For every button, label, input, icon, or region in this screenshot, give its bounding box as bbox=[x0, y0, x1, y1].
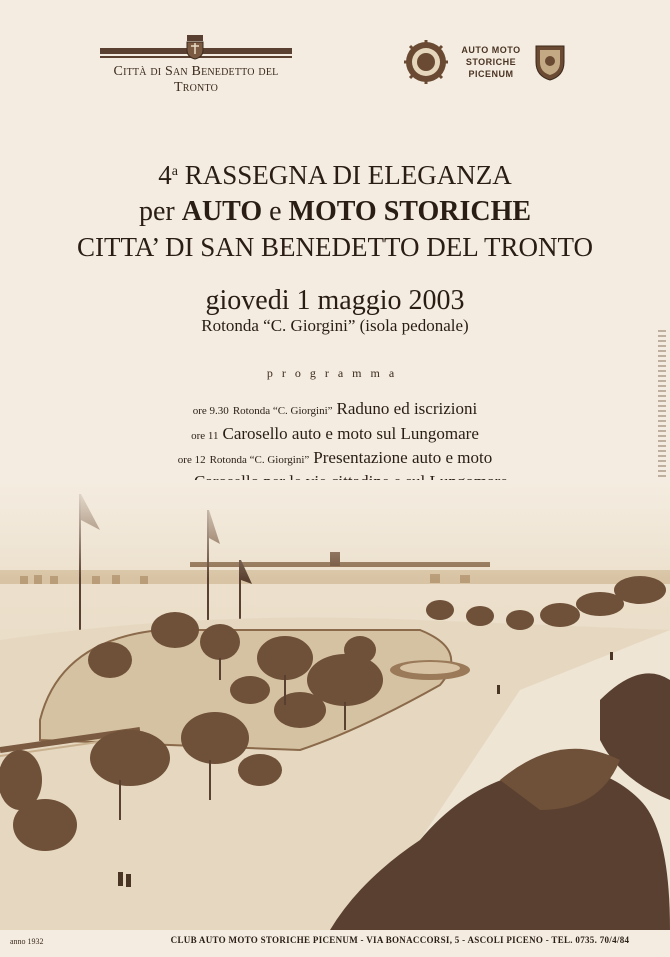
edition-number: 4 bbox=[158, 160, 172, 190]
programme-place: Rotonda “C. Giorgini” bbox=[209, 454, 310, 466]
programme-place: Rotonda “C. Giorgini” bbox=[232, 405, 333, 417]
club-contact-info: CLUB AUTO MOTO STORICHE PICENUM - VIA BONACCORSI, 5 - ASCOLI PICENO - TEL. 0735. 70/4/84 bbox=[170, 935, 630, 945]
seafront-photo-1932 bbox=[0, 480, 670, 930]
city-name: Città di San Benedetto del Tronto bbox=[113, 64, 279, 95]
club-shield-icon bbox=[534, 42, 566, 82]
club-name-line: STORICHE bbox=[465, 57, 517, 67]
title-text: e bbox=[262, 196, 289, 227]
club-name-line: AUTO MOTO bbox=[461, 45, 521, 55]
programme-item bbox=[0, 399, 670, 419]
event-venue: Rotonda “C. Giorgini” (isola pedonale) bbox=[201, 316, 469, 335]
title-text: RASSEGNA DI ELEGANZA bbox=[177, 160, 512, 190]
city-crest-icon bbox=[184, 34, 206, 60]
programme-item bbox=[0, 424, 670, 444]
event-date: giovedi 1 maggio 2003 bbox=[205, 285, 465, 316]
event-title-line-2 bbox=[0, 196, 670, 228]
club-name bbox=[454, 44, 528, 80]
programme-activity: Raduno ed iscrizioni bbox=[336, 399, 478, 418]
photo-year-caption: anno 1932 bbox=[10, 937, 44, 946]
club-name-line: PICENUM bbox=[468, 69, 514, 79]
programme-item bbox=[0, 448, 670, 468]
programme-heading: programma bbox=[266, 366, 404, 380]
programme-time: ore 9.30 bbox=[192, 405, 229, 417]
edition-suffix: a bbox=[171, 164, 178, 179]
title-moto: MOTO STORICHE bbox=[288, 196, 532, 227]
event-title-line-1 bbox=[0, 160, 670, 191]
programme-time: ore 12 bbox=[177, 454, 206, 466]
programme-time: ore 11 bbox=[191, 430, 219, 442]
city-logo bbox=[100, 34, 292, 95]
programme-activity: Presentazione auto e moto bbox=[313, 448, 493, 467]
event-title-line-3: CITTA’ DI SAN BENEDETTO DEL TRONTO bbox=[76, 232, 594, 262]
title-text: per bbox=[138, 196, 182, 227]
programme-activity: Carosello auto e moto sul Lungomare bbox=[222, 424, 479, 443]
club-logo bbox=[404, 40, 574, 88]
title-auto: AUTO bbox=[181, 196, 263, 227]
wheel-emblem-icon bbox=[404, 40, 448, 84]
